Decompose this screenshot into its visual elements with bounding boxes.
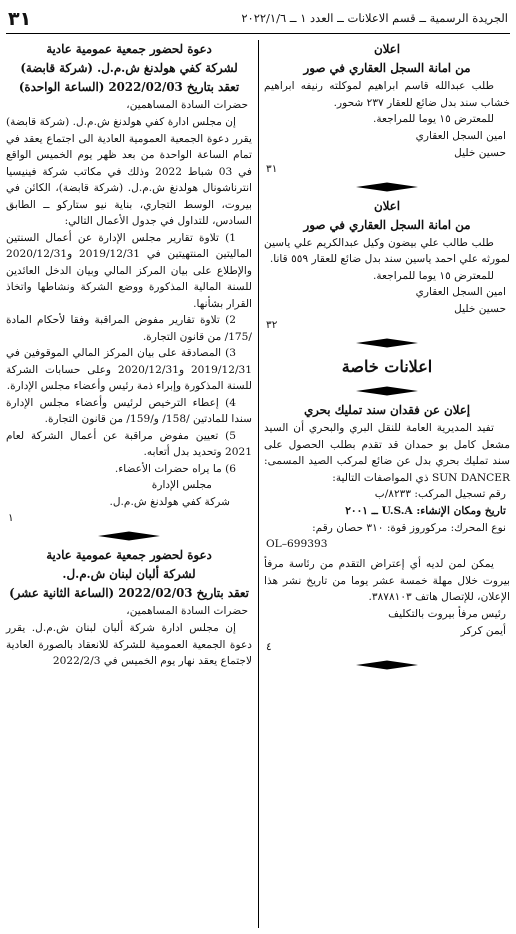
greeting: حضرات السادة المساهمين، [126, 605, 248, 617]
agenda-item: 1) تلاوة تقارير مجلس الإدارة عن أعمال السنتين الماليتين المنتهيتين في 2019/12/31 و2020/12/31 والإطلاع على بيان المركز المالي وبيان الدخل العائدين للسنة المالية المذكورة ووضع الشركة ونشاطها واتخاذ القرار بشأنها. [6, 231, 252, 310]
vessel-registration: رقم تسجيل المركب: ٨٢٣٣/ب [374, 488, 506, 500]
notice-heading: اعلان [373, 198, 401, 213]
separator [264, 385, 510, 397]
signature-title: امين السجل العقاري [415, 286, 506, 298]
signature-name: شركة كفي هولدنغ ش.م.ل. [109, 496, 230, 508]
page-number: ٣١ [8, 8, 32, 30]
left-column [6, 40, 252, 670]
notice-date: تعقد بتاريخ 2022/02/03 (الساعة الثانية عشر) [9, 586, 249, 600]
agenda-item: 2) تلاوة تقارير مفوض المراقبة وفقا لأحكام المادة /175/ من قانون التجارة. [6, 314, 252, 343]
notice-company: لشركة كفي هولدنغ ش.م.ل. (شركة قابضة) [20, 61, 238, 75]
notice-4 [264, 401, 510, 655]
notice-31 [264, 40, 510, 177]
signature-name: حسين خليل [454, 303, 506, 315]
notice-32 [264, 197, 510, 334]
header-rule [6, 33, 510, 34]
greeting: حضرات السادة المساهمين، [126, 99, 248, 111]
notice-objection: للمعترض ١٥ يوما للمراجعة. [373, 269, 494, 282]
notice-number: ٤ [266, 640, 272, 653]
vessel-origin: تاريخ ومكان الإنشاء: U.S.A ــ ٢٠٠١ [345, 505, 506, 517]
header-title: الجريدة الرسمية ــ قسم الاعلانات ــ العدد ١ ــ ٢٠٢٢/١/٦ [241, 11, 508, 25]
notice-date: تعقد بتاريخ 2022/02/03 (الساعة الواحدة) [18, 80, 240, 94]
separator [264, 659, 510, 671]
separator [264, 181, 510, 193]
notice-number: ١ [8, 512, 14, 524]
signature-name: أيمن كركر [460, 624, 506, 637]
section-title: اعلانات خاصة [341, 357, 433, 376]
agenda-item: 3) المصادقة على بيان المركز المالي الموقوفين في 2019/12/31 و2020/12/31 وعلى حسابات الشركة للسنة المذكورة وإبراء ذمة رئيس وأعضاء مجلس الإدارة. [6, 347, 252, 392]
agenda-item: 4) إعطاء الترخيص لرئيس وأعضاء مجلس الإدارة سندا للمادتين /158/ و/159/ من قانون التجارة. [6, 396, 252, 425]
agenda-item: 5) تعيين مفوض مراقبة عن أعمال الشركة لعام 2021 وتحديد بدل أتعابه. [6, 429, 252, 458]
page-header [6, 8, 510, 32]
notice-body: تفيد المديرية العامة للنقل البري والبحري أن السيد مشعل كامل بو حمدان قد تقدم بطلب الحصول على سند تمليك بحري بدل عن ضائع لمركب الصيد المسمى: SUN DANCER ذي المواصفات التالية: [264, 422, 510, 484]
notice-company: لشركة ألبان لبنان ش.م.ل. [62, 567, 196, 581]
signature-name: حسين خليل [454, 146, 506, 159]
notice-intro: إن مجلس ادارة شركة ألبان لبنان ش.م.ل. يقرر دعوة الجمعية العمومية للشركة للانعقاد بالصورة العادية لاجتماع يعقد نهار يوم الخميس في 2022/2/3 [6, 622, 252, 667]
column-divider [258, 40, 259, 928]
notice-intro: إن مجلس ادارة كفي هولدنغ ش.م.ل. (شركة قابضة) يقرر دعوة الجمعية العمومية العادية الى اجتماع يعقد في تمام الساعة الواحدة من بعد ظهر يوم الخميس الواقع في 03 شباط 2022 وذلك في مكاتب شركة فينيسيا انترناشونال هولدنغ ش.م.ل. (شركة قابضة)، الكائن في بيروت، الوسط التجاري، بناية نيو ستاركو ــ الطابق السادس، للتداول في جدول الأعمال التالي: [6, 116, 252, 227]
notice-body: طلب طالب علي بيضون وكيل عبدالكريم علي ياسين لمورثه علي احمد ياسين سند بدل ضائع للعقار ٥٥٩ قانا. [264, 236, 510, 265]
notice-heading: إعلان عن فقدان سند تمليك بحري [303, 403, 471, 417]
assembly-notice-alban [6, 546, 252, 670]
separator [6, 530, 252, 542]
notice-issuer: من امانة السجل العقاري في صور [303, 61, 471, 75]
notice-issuer: من امانة السجل العقاري في صور [303, 217, 471, 232]
notice-number: ٣٢ [266, 319, 278, 331]
vessel-engine-number: OL–699393 [266, 538, 328, 550]
agenda-item: 6) ما يراه حضرات الأعضاء. [114, 462, 236, 475]
vessel-engine: نوع المحرك: مركوروز قوة: ٣١٠ حصان رقم: [312, 522, 506, 534]
signature-title: رئيس مرفأ بيروت بالتكليف [388, 607, 506, 620]
signature-title: امين السجل العقاري [415, 129, 506, 142]
notice-body: طلب عبدالله قاسم ابراهيم لموكلته رنيفه ابراهيم خشاب سند بدل ضائع للعقار ٢٣٧ شحور. [264, 80, 510, 109]
assembly-notice-kafi [6, 40, 252, 526]
notice-number: ٣١ [266, 162, 278, 175]
notice-heading: دعوة لحضور جمعية عمومية عادية [46, 548, 212, 562]
notice-heading: دعوة لحضور جمعية عمومية عادية [46, 42, 212, 56]
right-column [264, 40, 510, 675]
notice-objection: للمعترض ١٥ يوما للمراجعة. [373, 113, 494, 125]
notice-heading: اعلان [373, 42, 401, 56]
notice-objection: يمكن لمن لديه أي إعتراض التقدم من رئاسة مرفأ بيروت خلال مهلة خمسة عشر يوما من تاريخ نشر هذا الإعلان، للإتصال هاتف ٣٨٧٨١٠٣. [264, 558, 510, 603]
signature-title: مجلس الإدارة [151, 479, 212, 491]
separator [264, 337, 510, 349]
